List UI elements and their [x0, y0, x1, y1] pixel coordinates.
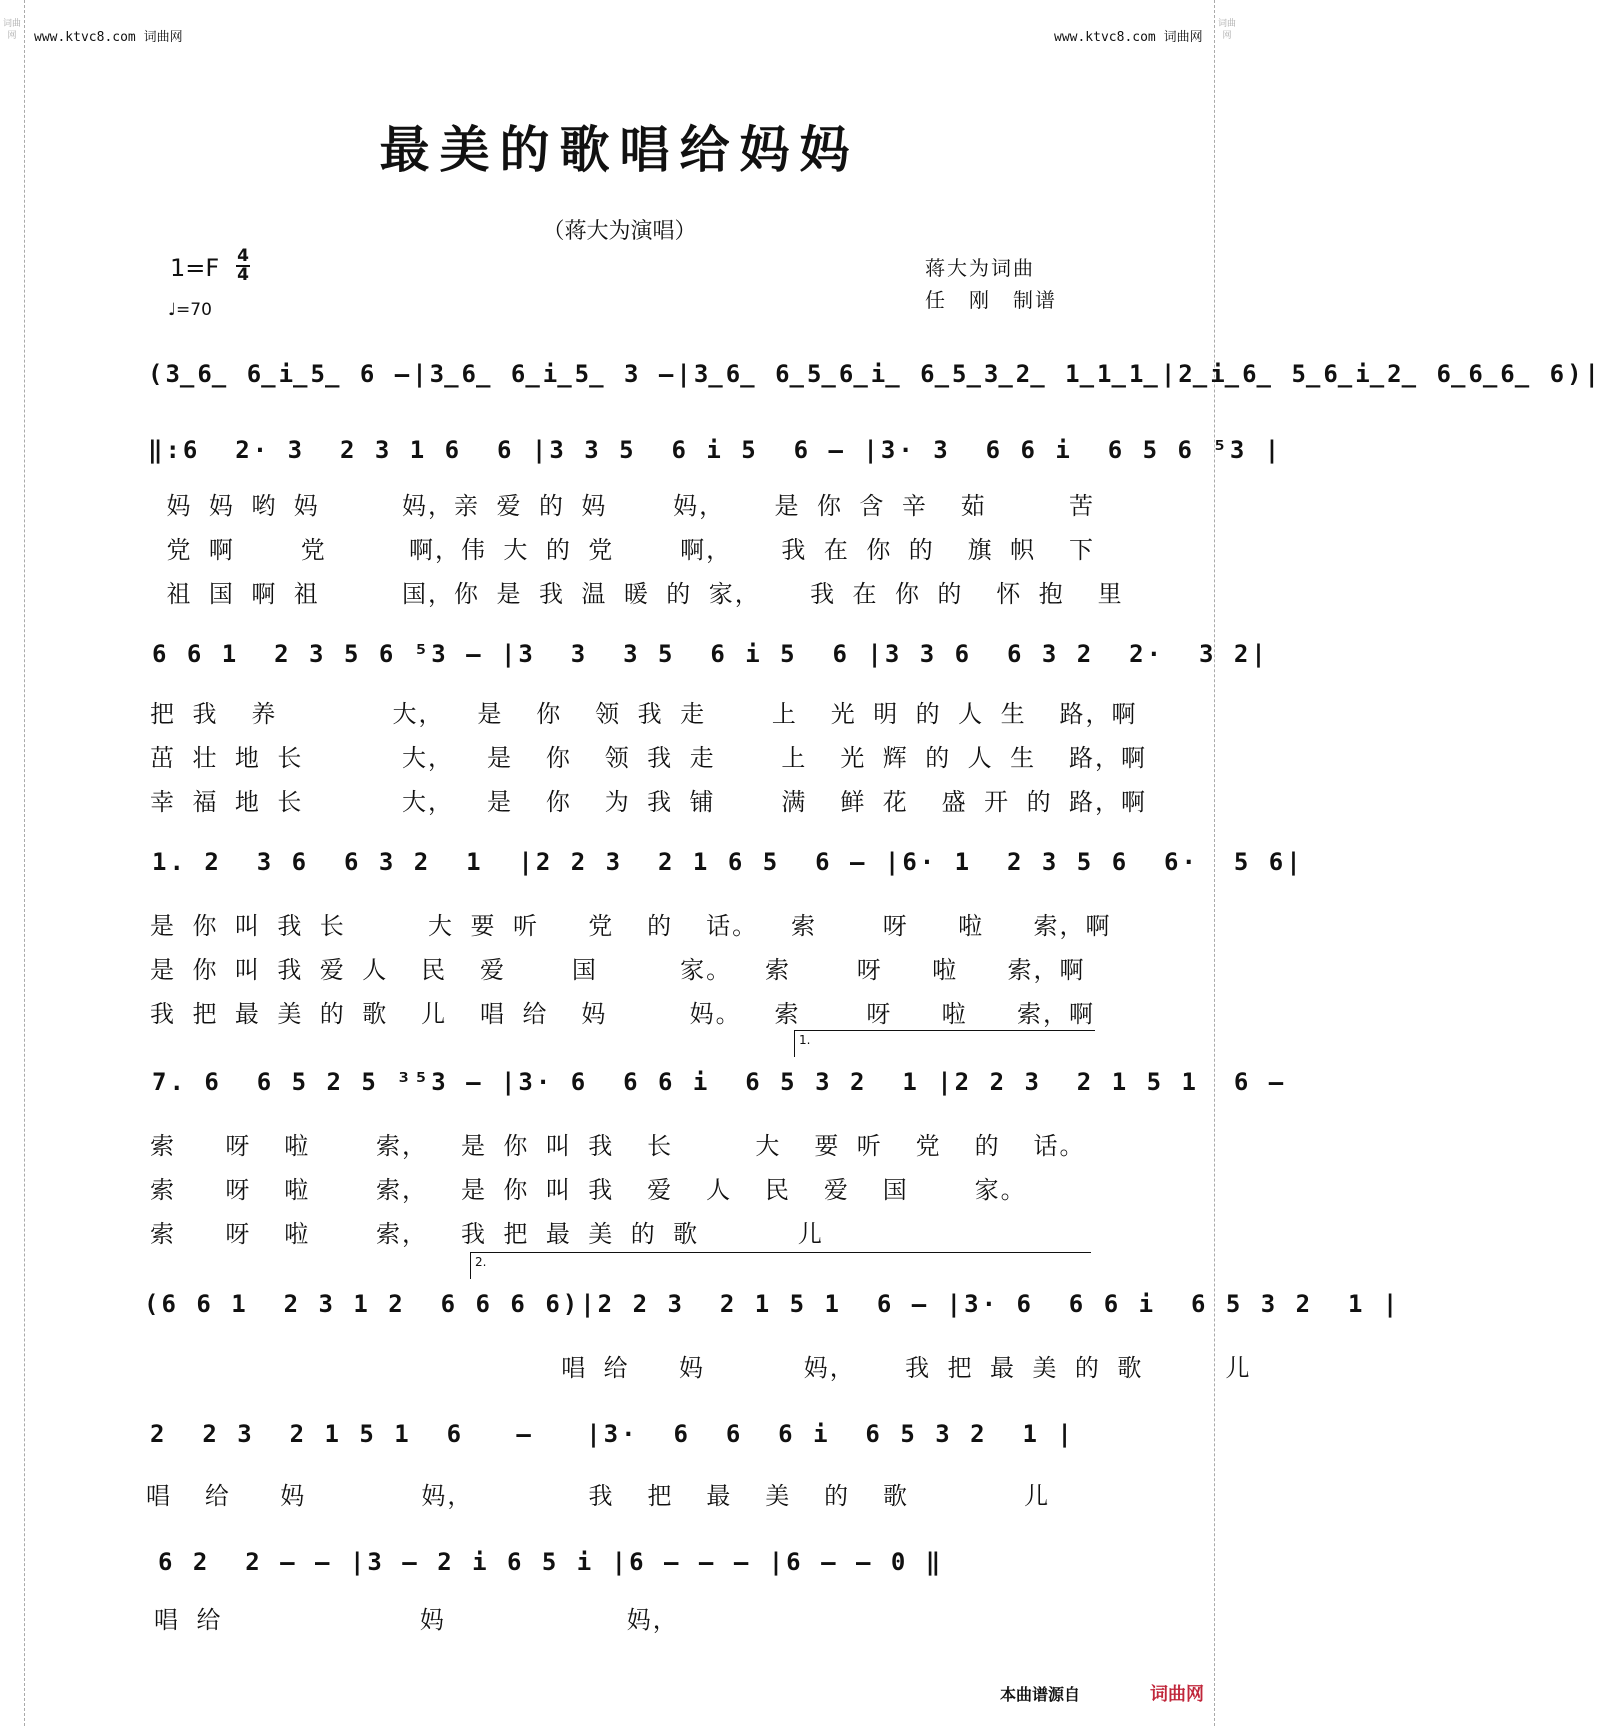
brand-logo[interactable]: 词曲网 [1150, 1684, 1204, 1705]
left-edge-strip [0, 0, 25, 1726]
credit-engraver: 任 刚 制谱 [925, 288, 1057, 312]
singer-note: （蒋大为演唱） [542, 219, 697, 244]
tempo-mark: ♩=70 [168, 300, 212, 320]
edge-watermark: 词曲网 [1217, 19, 1236, 41]
volta-1-bracket [794, 1030, 1095, 1057]
score-line-7: 6 2 2 – – |3 – 2 i 6 5 i |6 – – – |6 – – 0 ‖ [158, 1548, 944, 1576]
score-line-5: (6 6 1 2 3 1 2 6 6 6 6)|2 2 3 2 1 5 1 6 – |3· 6 6 6 i 6 5 3 2 1 | [144, 1290, 1401, 1318]
lyric-3-verse-3: 我 把 最 美 的 歌 儿 唱 给 妈 妈。 索 呀 啦 索，啊 [150, 1000, 1096, 1028]
score-line-2: 6 6 1 2 3 5 6 ⁵3 – |3 3 3 5 6 i 5 6 |3 3 6 6 3 2 2· 3 2| [152, 640, 1269, 668]
volta-2-label: 2. [475, 1255, 487, 1269]
time-sig-top: 4 [237, 246, 249, 266]
lyric-4-verse-3: 索 呀 啦 索， 我 把 最 美 的 歌 儿 [150, 1220, 824, 1248]
lyric-7: 唱 给 妈 妈， [154, 1606, 679, 1634]
site-url-left[interactable]: www.ktvc8.com 词曲网 [34, 30, 183, 45]
lyric-5: 唱 给 妈 妈， 我 把 最 美 的 歌 儿 [150, 1354, 1252, 1382]
lyric-1-verse-3: 祖 国 啊 祖 国，你 是 我 温 暖 的 家， 我 在 你 的 怀 抱 里 [150, 580, 1124, 608]
source-note: 本曲谱源自 [1000, 1685, 1081, 1704]
score-line-3: 1. 2 3 6 6 3 2 1 |2 2 3 2 1 6 5 6 – |6· 1 2 3 5 6 6· 5 6| [152, 848, 1304, 876]
lyric-3-verse-1: 是 你 叫 我 长 大 要 听 党 的 话。 索 呀 啦 索，啊 [150, 912, 1112, 940]
time-signature [236, 248, 250, 284]
lyric-3-verse-2: 是 你 叫 我 爱 人 民 爱 国 家。 索 呀 啦 索，啊 [150, 956, 1086, 984]
lyric-2-verse-3: 幸 福 地 长 大， 是 你 为 我 铺 满 鲜 花 盛 开 的 路，啊 [150, 788, 1148, 816]
lyric-4-verse-2: 索 呀 啦 索， 是 你 叫 我 爱 人 民 爱 国 家。 [150, 1176, 1027, 1204]
credit-composer: 蒋大为词曲 [925, 256, 1035, 280]
lyric-2-verse-2: 茁 壮 地 长 大， 是 你 领 我 走 上 光 辉 的 人 生 路，啊 [150, 744, 1148, 772]
lyric-1-verse-1: 妈 妈 哟 妈 妈，亲 爱 的 妈 妈， 是 你 含 辛 茹 苦 [150, 492, 1096, 520]
lyric-1-verse-2: 党 啊 党 啊，伟 大 的 党 啊， 我 在 你 的 旗 帜 下 [150, 536, 1096, 564]
score-line-1: ‖:6 2· 3 2 3 1 6 6 |3 3 5 6 i 5 6 – |3· 3 6 6 i 6 5 6 ⁵3 | [148, 436, 1283, 464]
score-line-4: 7. 6 6 5 2 5 ³⁵3 – |3· 6 6 6 i 6 5 3 2 1 |2 2 3 2 1 5 1 6 – [152, 1068, 1304, 1096]
edge-watermark: 词曲网 [2, 19, 21, 41]
song-title: 最美的歌唱给妈妈 [379, 120, 860, 179]
key-signature: 1=F [170, 254, 220, 282]
lyric-2-verse-1: 把 我 养 大， 是 你 领 我 走 上 光 明 的 人 生 路，啊 [150, 700, 1138, 728]
site-url-right[interactable]: www.ktvc8.com 词曲网 [1054, 30, 1203, 45]
volta-1-label: 1. [799, 1033, 811, 1047]
lyric-4-verse-1: 索 呀 啦 索， 是 你 叫 我 长 大 要 听 党 的 话。 [150, 1132, 1086, 1160]
time-sig-bottom: 4 [237, 265, 249, 285]
volta-2-bracket [470, 1252, 1091, 1279]
score-line-6: 2 2 3 2 1 5 1 6 – |3· 6 6 6 i 6 5 3 2 1 | [150, 1420, 1075, 1448]
lyric-6: 唱 给 妈 妈， 我 把 最 美 的 歌 儿 [146, 1482, 1051, 1510]
score-intro: (3̲6̲ 6̲i̲5̲ 6 –|3̲6̲ 6̲i̲5̲ 3 –|3̲6̲ 6̲5̲6̲i̲ 6̲5̲3̲2̲ 1̲1̲1̲|2̲i̲6̲ 5̲6̲i̲2̲ 6̲6̲6̲ 6)| [148, 360, 1602, 388]
